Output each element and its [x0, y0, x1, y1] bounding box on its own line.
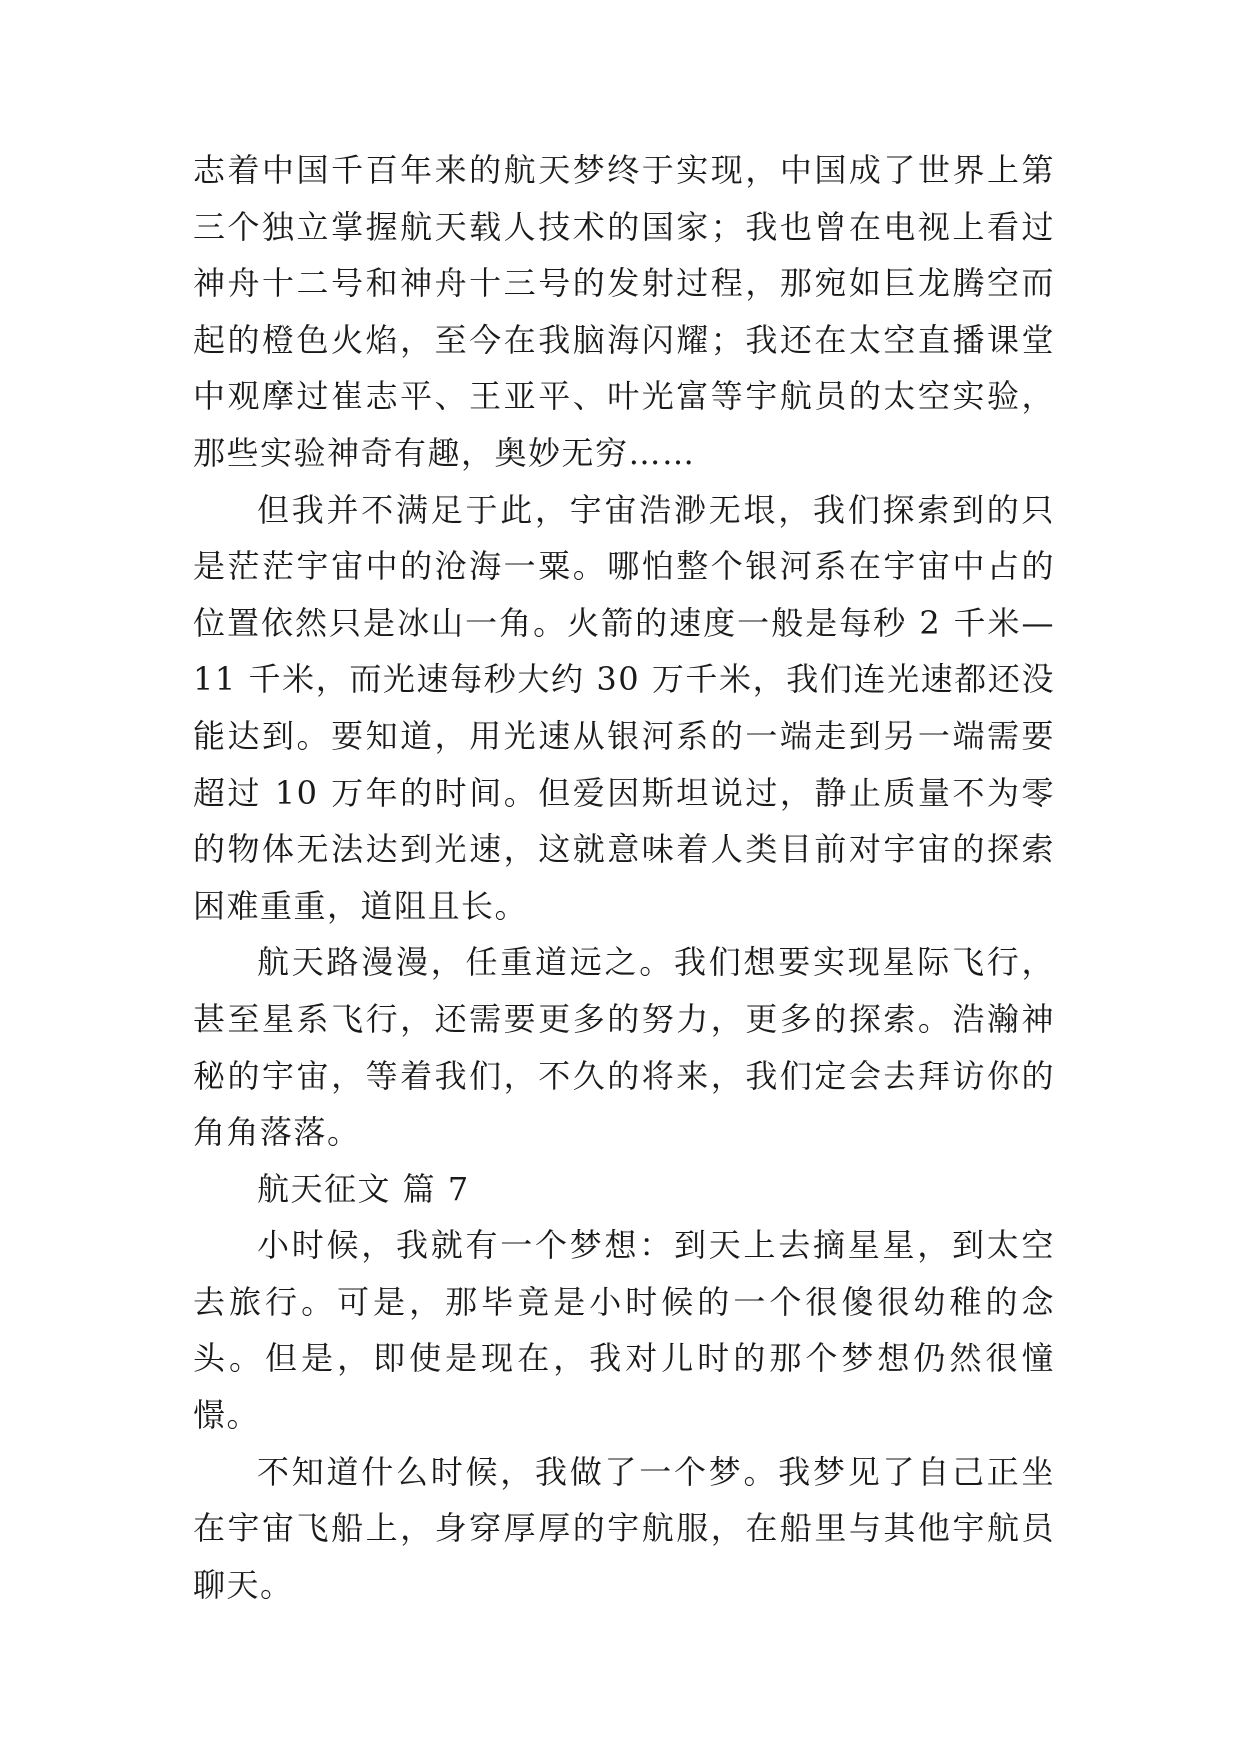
paragraph-conclusion: 航天路漫漫，任重道远之。我们想要实现星际飞行，甚至星系飞行，还需要更多的努力，更多的探索。浩瀚神秘的宇宙，等着我们，不久的将来，我们定会去拜访你的角角落落。 [193, 943, 1055, 1152]
section-heading: 航天征文 篇 7 [257, 1169, 470, 1208]
paragraph-childhood-dream: 小时候，我就有一个梦想：到天上去摘星星，到太空去旅行。可是，那毕竟是小时候的一个很傻很幼稚的念头。但是，即使是现在，我对儿时的那个梦想仍然很憧憬。 [193, 1226, 1055, 1435]
paragraph-space-exploration: 但我并不满足于此，宇宙浩渺无垠，我们探索到的只是茫茫宇宙中的沧海一粟。哪怕整个银河系在宇宙中占的位置依然只是冰山一角。火箭的速度一般是每秒 2 千米—11 千米，而光速每秒大约 30 万千米，我们连光速都还没能达到。要知道，用光速从银河系的一端走到另一端需要超过 10 万年的时间。但爱因斯坦说过，静止质量不为零的物体无法达到光速，这就意味着人类目前对宇宙的探索困难重重，道阻且长。 [193, 490, 1055, 925]
document-body [193, 142, 1055, 1613]
paragraph-continuation: 志着中国千百年来的航天梦终于实现，中国成了世界上第三个独立掌握航天载人技术的国家；我也曾在电视上看过神舟十二号和神舟十三号的发射过程，那宛如巨龙腾空而起的橙色火焰，至今在我脑海闪耀；我还在太空直播课堂中观摩过崔志平、王亚平、叶光富等宇航员的太空实验，那些实验神奇有趣，奥妙无穷…… [193, 151, 1055, 472]
paragraph-dream-spaceship: 不知道什么时候，我做了一个梦。我梦见了自己正坐在宇宙飞船上，身穿厚厚的宇航服，在船里与其他宇航员聊天。 [193, 1452, 1055, 1604]
